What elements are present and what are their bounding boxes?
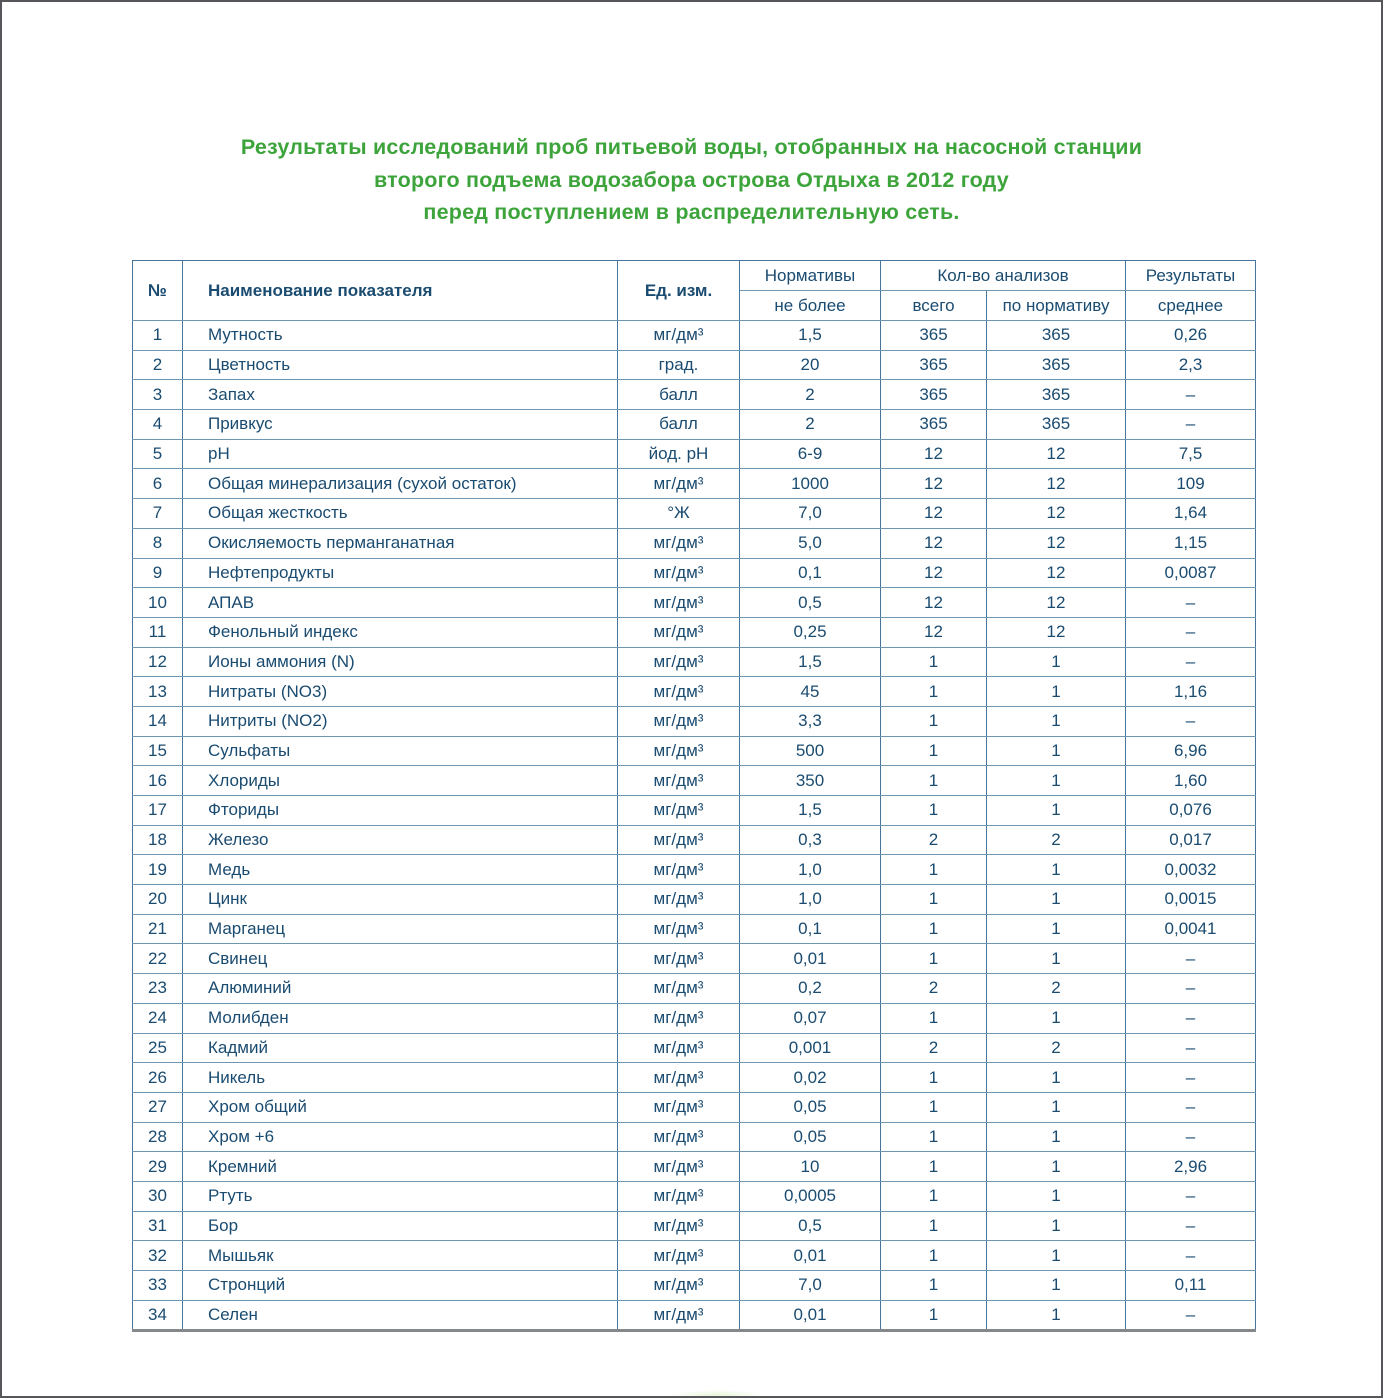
cell-analyses-by-norm: 1: [987, 796, 1126, 826]
col-header-result-group: Результаты: [1126, 261, 1256, 291]
cell-result-average: 0,0015: [1126, 885, 1256, 915]
cell-unit: мг/дм³: [618, 1271, 740, 1301]
cell-analyses-total: 2: [881, 1033, 987, 1063]
table-row: [133, 677, 1256, 707]
cell-analyses-by-norm: 1: [987, 1152, 1126, 1182]
table-row: [133, 736, 1256, 766]
cell-unit: мг/дм³: [618, 1211, 740, 1241]
cell-number: 30: [133, 1181, 183, 1211]
cell-analyses-by-norm: 2: [987, 974, 1126, 1004]
cell-norm-max: 0,1: [740, 558, 881, 588]
cell-analyses-total: 1: [881, 1211, 987, 1241]
cell-unit: балл: [618, 380, 740, 410]
cell-analyses-by-norm: 1: [987, 1211, 1126, 1241]
table-row: [133, 1241, 1256, 1271]
cell-indicator-name: Бор: [183, 1211, 618, 1241]
cell-analyses-by-norm: 1: [987, 706, 1126, 736]
cell-analyses-total: 1: [881, 944, 987, 974]
col-header-name: Наименование показателя: [183, 261, 618, 321]
cell-result-average: 0,26: [1126, 321, 1256, 351]
table-row: [133, 1063, 1256, 1093]
cell-number: 18: [133, 825, 183, 855]
table-row: [133, 1092, 1256, 1122]
title-line-3: перед поступлением в распределительную сеть.: [423, 200, 960, 224]
cell-number: 3: [133, 380, 183, 410]
cell-unit: мг/дм³: [618, 1063, 740, 1093]
table-row: [133, 588, 1256, 618]
cell-unit: мг/дм³: [618, 1003, 740, 1033]
cell-analyses-by-norm: 1: [987, 647, 1126, 677]
cell-norm-max: 6-9: [740, 439, 881, 469]
cell-unit: мг/дм³: [618, 974, 740, 1004]
cell-number: 28: [133, 1122, 183, 1152]
cell-norm-max: 0,07: [740, 1003, 881, 1033]
cell-norm-max: 1,0: [740, 855, 881, 885]
cell-analyses-by-norm: 2: [987, 1033, 1126, 1063]
cell-norm-max: 1000: [740, 469, 881, 499]
cell-result-average: –: [1126, 588, 1256, 618]
cell-indicator-name: Общая минерализация (сухой остаток): [183, 469, 618, 499]
cell-analyses-total: 12: [881, 439, 987, 469]
cell-result-average: –: [1126, 1300, 1256, 1331]
cell-unit: мг/дм³: [618, 617, 740, 647]
cell-analyses-by-norm: 1: [987, 944, 1126, 974]
cell-norm-max: 0,01: [740, 1300, 881, 1331]
cell-unit: мг/дм³: [618, 766, 740, 796]
cell-analyses-by-norm: 1: [987, 1181, 1126, 1211]
cell-norm-max: 0,001: [740, 1033, 881, 1063]
cell-analyses-total: 1: [881, 1092, 987, 1122]
cell-indicator-name: Стронций: [183, 1271, 618, 1301]
cell-result-average: –: [1126, 1003, 1256, 1033]
cell-norm-max: 0,2: [740, 974, 881, 1004]
table-row: [133, 410, 1256, 440]
cell-indicator-name: Железо: [183, 825, 618, 855]
cell-norm-max: 2: [740, 380, 881, 410]
table-row: [133, 380, 1256, 410]
cell-result-average: 1,15: [1126, 528, 1256, 558]
cell-unit: мг/дм³: [618, 1092, 740, 1122]
col-subheader-average: среднее: [1126, 291, 1256, 321]
table-row: [133, 885, 1256, 915]
cell-indicator-name: Общая жесткость: [183, 499, 618, 529]
cell-number: 31: [133, 1211, 183, 1241]
cell-indicator-name: Молибден: [183, 1003, 618, 1033]
cell-analyses-by-norm: 12: [987, 588, 1126, 618]
results-table: [132, 260, 1256, 1332]
cell-analyses-total: 1: [881, 766, 987, 796]
cell-analyses-total: 12: [881, 588, 987, 618]
cell-analyses-by-norm: 1: [987, 736, 1126, 766]
cell-result-average: –: [1126, 1092, 1256, 1122]
cell-norm-max: 0,0005: [740, 1181, 881, 1211]
cell-indicator-name: Нитраты (NO3): [183, 677, 618, 707]
cell-unit: мг/дм³: [618, 1241, 740, 1271]
cell-analyses-by-norm: 1: [987, 766, 1126, 796]
header-row-groups: [133, 261, 1256, 291]
cell-norm-max: 2: [740, 410, 881, 440]
cell-indicator-name: Марганец: [183, 914, 618, 944]
cell-analyses-total: 365: [881, 380, 987, 410]
cell-result-average: 6,96: [1126, 736, 1256, 766]
cell-unit: мг/дм³: [618, 528, 740, 558]
cell-result-average: 7,5: [1126, 439, 1256, 469]
cell-number: 27: [133, 1092, 183, 1122]
cell-number: 25: [133, 1033, 183, 1063]
cell-number: 16: [133, 766, 183, 796]
cell-number: 2: [133, 350, 183, 380]
cell-indicator-name: Запах: [183, 380, 618, 410]
cell-unit: мг/дм³: [618, 825, 740, 855]
cell-number: 17: [133, 796, 183, 826]
cell-unit: балл: [618, 410, 740, 440]
cell-norm-max: 7,0: [740, 499, 881, 529]
cell-analyses-by-norm: 1: [987, 1241, 1126, 1271]
cell-analyses-total: 12: [881, 558, 987, 588]
cell-number: 4: [133, 410, 183, 440]
cell-indicator-name: Нитриты (NO2): [183, 706, 618, 736]
cell-number: 32: [133, 1241, 183, 1271]
table-row: [133, 1271, 1256, 1301]
cell-analyses-by-norm: 1: [987, 1122, 1126, 1152]
cell-analyses-total: 1: [881, 796, 987, 826]
cell-unit: мг/дм³: [618, 469, 740, 499]
table-row: [133, 855, 1256, 885]
cell-norm-max: 0,25: [740, 617, 881, 647]
cell-analyses-by-norm: 1: [987, 914, 1126, 944]
cell-indicator-name: Фенольный индекс: [183, 617, 618, 647]
cell-unit: град.: [618, 350, 740, 380]
cell-number: 11: [133, 617, 183, 647]
results-table-container: [132, 260, 1256, 1332]
cell-analyses-by-norm: 365: [987, 350, 1126, 380]
col-subheader-by-norm: по нормативу: [987, 291, 1126, 321]
cell-norm-max: 7,0: [740, 1271, 881, 1301]
cell-norm-max: 45: [740, 677, 881, 707]
cell-number: 19: [133, 855, 183, 885]
cell-indicator-name: Нефтепродукты: [183, 558, 618, 588]
cell-number: 6: [133, 469, 183, 499]
cell-unit: мг/дм³: [618, 1300, 740, 1331]
cell-analyses-total: 1: [881, 736, 987, 766]
cell-result-average: –: [1126, 944, 1256, 974]
cell-analyses-total: 2: [881, 974, 987, 1004]
cell-norm-max: 0,05: [740, 1122, 881, 1152]
cell-norm-max: 0,5: [740, 588, 881, 618]
cell-norm-max: 0,02: [740, 1063, 881, 1093]
table-body: [133, 321, 1256, 1331]
cell-analyses-by-norm: 365: [987, 321, 1126, 351]
cell-indicator-name: Кадмий: [183, 1033, 618, 1063]
cell-norm-max: 0,05: [740, 1092, 881, 1122]
cell-unit: °Ж: [618, 499, 740, 529]
cell-indicator-name: Мутность: [183, 321, 618, 351]
cell-number: 7: [133, 499, 183, 529]
cell-analyses-total: 1: [881, 1063, 987, 1093]
cell-indicator-name: Цветность: [183, 350, 618, 380]
col-header-norm-group: Нормативы: [740, 261, 881, 291]
table-row: [133, 647, 1256, 677]
col-subheader-total: всего: [881, 291, 987, 321]
cell-number: 14: [133, 706, 183, 736]
cell-indicator-name: Ионы аммония (N): [183, 647, 618, 677]
cell-number: 23: [133, 974, 183, 1004]
cell-analyses-total: 365: [881, 410, 987, 440]
cell-unit: мг/дм³: [618, 796, 740, 826]
cell-indicator-name: Хром +6: [183, 1122, 618, 1152]
col-header-unit: Ед. изм.: [618, 261, 740, 321]
cell-norm-max: 0,01: [740, 944, 881, 974]
cell-indicator-name: Сульфаты: [183, 736, 618, 766]
cell-unit: мг/дм³: [618, 1181, 740, 1211]
cell-indicator-name: АПАВ: [183, 588, 618, 618]
cell-analyses-total: 12: [881, 528, 987, 558]
cell-analyses-total: 1: [881, 1181, 987, 1211]
table-row: [133, 1122, 1256, 1152]
cell-unit: мг/дм³: [618, 706, 740, 736]
cell-analyses-total: 1: [881, 1122, 987, 1152]
cell-number: 22: [133, 944, 183, 974]
cell-analyses-by-norm: 365: [987, 410, 1126, 440]
cell-number: 5: [133, 439, 183, 469]
cell-result-average: 0,0087: [1126, 558, 1256, 588]
cell-norm-max: 1,5: [740, 647, 881, 677]
cell-unit: мг/дм³: [618, 855, 740, 885]
cell-analyses-by-norm: 12: [987, 528, 1126, 558]
table-row: [133, 766, 1256, 796]
cell-result-average: –: [1126, 1063, 1256, 1093]
cell-analyses-by-norm: 12: [987, 499, 1126, 529]
cell-indicator-name: Окисляемость перманганатная: [183, 528, 618, 558]
cell-norm-max: 10: [740, 1152, 881, 1182]
cell-analyses-by-norm: 1: [987, 1300, 1126, 1331]
cell-norm-max: 0,1: [740, 914, 881, 944]
cell-norm-max: 20: [740, 350, 881, 380]
cell-indicator-name: Мышьяк: [183, 1241, 618, 1271]
cell-result-average: –: [1126, 380, 1256, 410]
cell-indicator-name: Хлориды: [183, 766, 618, 796]
cell-result-average: –: [1126, 617, 1256, 647]
cell-analyses-total: 1: [881, 1152, 987, 1182]
table-row: [133, 1033, 1256, 1063]
cell-indicator-name: Привкус: [183, 410, 618, 440]
cell-number: 15: [133, 736, 183, 766]
cell-result-average: 2,96: [1126, 1152, 1256, 1182]
cell-unit: мг/дм³: [618, 647, 740, 677]
cell-analyses-by-norm: 1: [987, 1063, 1126, 1093]
table-row: [133, 1152, 1256, 1182]
cell-result-average: 0,0032: [1126, 855, 1256, 885]
cell-result-average: 2,3: [1126, 350, 1256, 380]
cell-number: 10: [133, 588, 183, 618]
table-row: [133, 1181, 1256, 1211]
cell-number: 33: [133, 1271, 183, 1301]
cell-unit: мг/дм³: [618, 885, 740, 915]
cell-norm-max: 1,5: [740, 796, 881, 826]
cell-number: 9: [133, 558, 183, 588]
cell-result-average: –: [1126, 1033, 1256, 1063]
cell-analyses-total: 1: [881, 1241, 987, 1271]
cell-result-average: 1,60: [1126, 766, 1256, 796]
cell-analyses-total: 1: [881, 914, 987, 944]
table-row: [133, 528, 1256, 558]
col-header-num: №: [133, 261, 183, 321]
table-row: [133, 706, 1256, 736]
cell-result-average: 109: [1126, 469, 1256, 499]
table-row: [133, 439, 1256, 469]
cell-unit: мг/дм³: [618, 1152, 740, 1182]
cell-analyses-total: 1: [881, 885, 987, 915]
cell-unit: мг/дм³: [618, 736, 740, 766]
title-line-1: Результаты исследований проб питьевой воды, отобранных на насосной станции: [240, 135, 1143, 159]
cell-result-average: –: [1126, 1211, 1256, 1241]
table-row: [133, 974, 1256, 1004]
cell-analyses-total: 365: [881, 350, 987, 380]
cell-norm-max: 1,5: [740, 321, 881, 351]
cell-norm-max: 5,0: [740, 528, 881, 558]
table-row: [133, 1300, 1256, 1331]
cell-analyses-total: 12: [881, 469, 987, 499]
cell-analyses-by-norm: 12: [987, 469, 1126, 499]
cell-analyses-total: 1: [881, 1003, 987, 1033]
cell-analyses-by-norm: 1: [987, 1092, 1126, 1122]
cell-number: 21: [133, 914, 183, 944]
table-row: [133, 499, 1256, 529]
cell-indicator-name: Кремний: [183, 1152, 618, 1182]
table-row: [133, 350, 1256, 380]
cell-indicator-name: Никель: [183, 1063, 618, 1093]
cell-analyses-by-norm: 12: [987, 558, 1126, 588]
cell-result-average: 1,16: [1126, 677, 1256, 707]
cell-number: 8: [133, 528, 183, 558]
cell-result-average: –: [1126, 1122, 1256, 1152]
cell-analyses-total: 2: [881, 825, 987, 855]
cell-result-average: 0,076: [1126, 796, 1256, 826]
cell-number: 1: [133, 321, 183, 351]
cell-result-average: 0,0041: [1126, 914, 1256, 944]
cell-analyses-total: 1: [881, 706, 987, 736]
cell-unit: мг/дм³: [618, 321, 740, 351]
table-row: [133, 914, 1256, 944]
table-row: [133, 469, 1256, 499]
cell-analyses-total: 1: [881, 855, 987, 885]
cell-norm-max: 500: [740, 736, 881, 766]
col-subheader-norm-max: не более: [740, 291, 881, 321]
cell-result-average: –: [1126, 706, 1256, 736]
cell-unit: мг/дм³: [618, 1122, 740, 1152]
footer-smudge: [670, 1390, 765, 1398]
cell-result-average: –: [1126, 410, 1256, 440]
cell-analyses-by-norm: 12: [987, 617, 1126, 647]
cell-number: 24: [133, 1003, 183, 1033]
cell-number: 29: [133, 1152, 183, 1182]
page-title: [2, 131, 1381, 229]
title-line-2: второго подъема водозабора острова Отдыха в 2012 году: [374, 167, 1009, 192]
col-header-count-group: Кол-во анализов: [881, 261, 1126, 291]
cell-number: 13: [133, 677, 183, 707]
table-header: [133, 261, 1256, 321]
cell-analyses-by-norm: 1: [987, 1003, 1126, 1033]
cell-analyses-total: 12: [881, 499, 987, 529]
cell-indicator-name: Хром общий: [183, 1092, 618, 1122]
cell-norm-max: 0,5: [740, 1211, 881, 1241]
cell-unit: йод. pH: [618, 439, 740, 469]
cell-number: 26: [133, 1063, 183, 1093]
cell-number: 20: [133, 885, 183, 915]
cell-indicator-name: Алюминий: [183, 974, 618, 1004]
cell-result-average: –: [1126, 1181, 1256, 1211]
cell-analyses-by-norm: 1: [987, 885, 1126, 915]
cell-unit: мг/дм³: [618, 677, 740, 707]
cell-analyses-by-norm: 1: [987, 1271, 1126, 1301]
cell-norm-max: 1,0: [740, 885, 881, 915]
cell-norm-max: 3,3: [740, 706, 881, 736]
cell-result-average: –: [1126, 974, 1256, 1004]
cell-analyses-by-norm: 12: [987, 439, 1126, 469]
cell-unit: мг/дм³: [618, 944, 740, 974]
cell-unit: мг/дм³: [618, 558, 740, 588]
cell-result-average: 0,017: [1126, 825, 1256, 855]
cell-result-average: –: [1126, 1241, 1256, 1271]
cell-analyses-total: 365: [881, 321, 987, 351]
cell-analyses-total: 1: [881, 1300, 987, 1331]
table-row: [133, 825, 1256, 855]
cell-indicator-name: Фториды: [183, 796, 618, 826]
cell-indicator-name: Свинец: [183, 944, 618, 974]
cell-indicator-name: Ртуть: [183, 1181, 618, 1211]
table-row: [133, 1211, 1256, 1241]
table-row: [133, 944, 1256, 974]
cell-analyses-total: 1: [881, 647, 987, 677]
cell-norm-max: 350: [740, 766, 881, 796]
cell-indicator-name: Цинк: [183, 885, 618, 915]
cell-indicator-name: pH: [183, 439, 618, 469]
cell-number: 34: [133, 1300, 183, 1331]
cell-analyses-by-norm: 2: [987, 825, 1126, 855]
table-row: [133, 321, 1256, 351]
cell-analyses-by-norm: 1: [987, 855, 1126, 885]
cell-result-average: –: [1126, 647, 1256, 677]
cell-indicator-name: Селен: [183, 1300, 618, 1331]
cell-number: 12: [133, 647, 183, 677]
cell-analyses-total: 1: [881, 1271, 987, 1301]
cell-analyses-by-norm: 1: [987, 677, 1126, 707]
table-row: [133, 617, 1256, 647]
cell-result-average: 1,64: [1126, 499, 1256, 529]
cell-unit: мг/дм³: [618, 1033, 740, 1063]
cell-norm-max: 0,01: [740, 1241, 881, 1271]
cell-analyses-by-norm: 365: [987, 380, 1126, 410]
cell-result-average: 0,11: [1126, 1271, 1256, 1301]
table-row: [133, 558, 1256, 588]
cell-indicator-name: Медь: [183, 855, 618, 885]
cell-analyses-total: 12: [881, 617, 987, 647]
table-row: [133, 1003, 1256, 1033]
cell-unit: мг/дм³: [618, 914, 740, 944]
cell-norm-max: 0,3: [740, 825, 881, 855]
cell-analyses-total: 1: [881, 677, 987, 707]
cell-unit: мг/дм³: [618, 588, 740, 618]
table-row: [133, 796, 1256, 826]
